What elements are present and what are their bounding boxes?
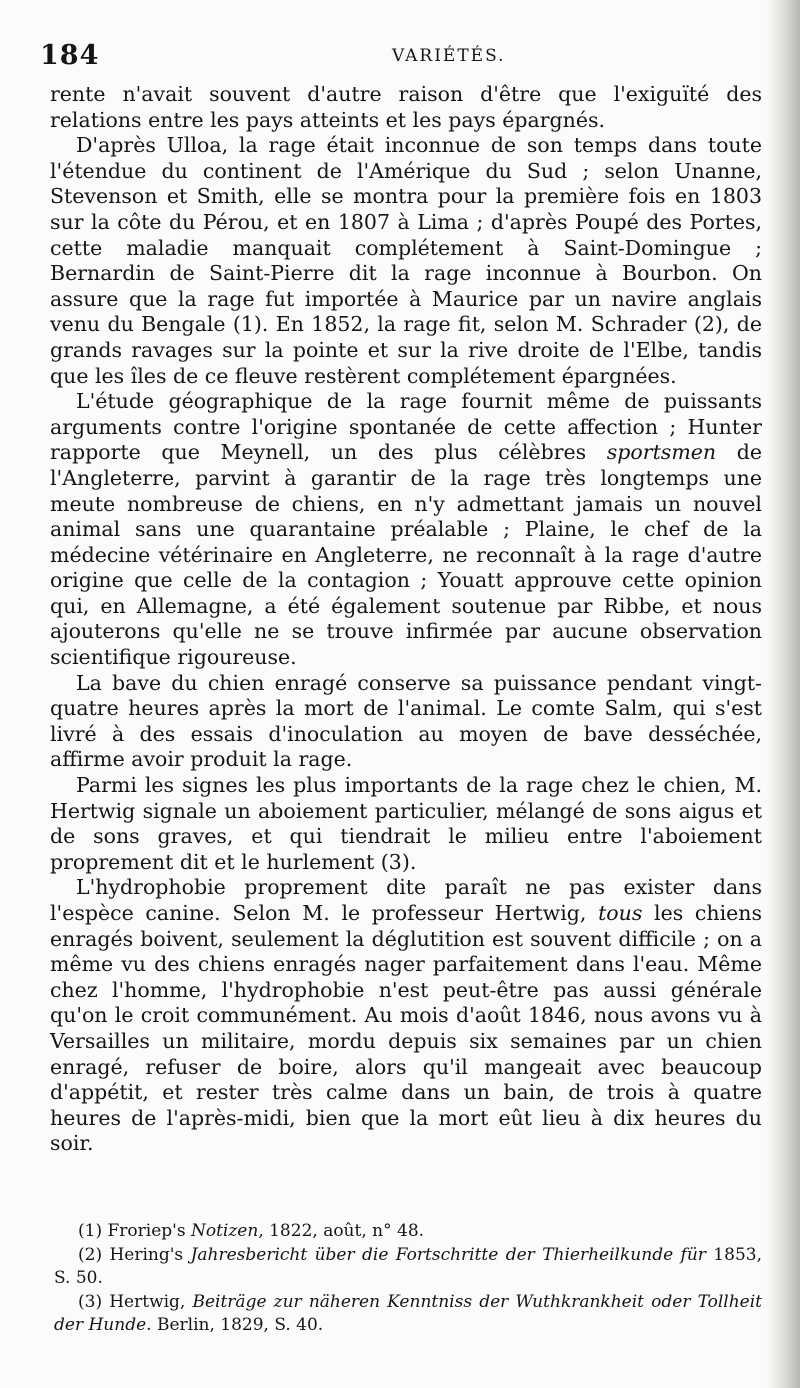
text-segment: L'étude géographique de la rage fournit même de puissants arguments contre l'origine spontanée de cette affection ; Hunter rapporte que Meynell, un des plus célèbres bbox=[50, 389, 762, 465]
text-segment: les chiens enragés boivent, seulement la déglutition est souvent difficile ; on a même vu des chiens enragés nager parfaitement dans l'eau. Même chez l'homme, l'hydrophobie n'est peut-être pas aussi générale qu'on le croit communément. Au mois d'août 1846, nous avons vu à Versailles un militaire, mordu depuis six semaines par un chien enragé, refuser de boire, alors qu'il mangeait avec beaucoup d'appétit, et rester très calme dans un bain, de trois à quatre heures de l'après-midi, bien que la mort eût lieu à dix heures du soir. bbox=[50, 901, 762, 1156]
italic-text: Beiträge zur näheren Kenntniss der Wuthkrankheit oder Tollheit der Hunde bbox=[54, 1291, 762, 1335]
paragraph bbox=[50, 389, 762, 671]
page-header bbox=[40, 40, 760, 72]
paragraph bbox=[50, 875, 762, 1157]
paragraph bbox=[50, 773, 762, 875]
text-segment: La bave du chien enragé conserve sa puissance pendant vingt-quatre heures après la mort de l'animal. Le comte Salm, qui s'est livré à des essais d'inoculation au moyen de bave desséchée, affirme avoir produit la rage. bbox=[50, 670, 762, 772]
paragraph bbox=[50, 671, 762, 773]
text-segment: , 1822, août, n° 48. bbox=[258, 1221, 425, 1241]
paragraph bbox=[50, 82, 762, 133]
running-title: VARIÉTÉS. bbox=[392, 46, 506, 66]
text-segment: rente n'avait souvent d'autre raison d'être que l'exiguïté des relations entre les pays atteints et les pays épargnés. bbox=[50, 82, 762, 132]
body-text bbox=[50, 82, 762, 1167]
text-segment: de l'Angleterre, parvint à garantir de la rage très longtemps une meute nombreuse de chiens, en n'y admettant jamais un nouvel animal sans une quarantaine préalable ; Plaine, le chef de la médecine vétérinaire en Angleterre, ne reconnaît à la rage d'autre origine que celle de la contagion ; Youatt approuve cette opinion qui, en Allemagne, a été également soutenue par Ribbe, et nous ajouterons qu'elle ne se trouve infirmée par aucune observation scientifique rigoureuse. bbox=[50, 440, 762, 670]
footnote bbox=[54, 1220, 762, 1244]
text-segment: D'après Ulloa, la rage était inconnue de son temps dans toute l'étendue du continent de l'Amérique du Sud ; selon Unanne, Stevenson et Smith, elle se montra pour la première fois en 1803 sur la côte du Pérou, et en 1807 à Lima ; d'après Poupé des Portes, cette maladie manquait complétement à Saint-Domingue ; Bernardin de Saint-Pierre dit la rage inconnue à Bourbon. On assure que la rage fut importée à Maurice par un navire anglais venu du Bengale (1). En 1852, la rage fit, selon M. Schrader (2), de grands ravages sur la pointe et sur la rive droite de l'Elbe, tandis que les îles de ce fleuve restèrent complétement épargnées. bbox=[50, 133, 762, 388]
italic-text: Notizen bbox=[190, 1221, 259, 1241]
footnotes bbox=[54, 1220, 762, 1338]
text-segment: (1) Froriep's bbox=[78, 1221, 191, 1241]
text-segment: L'hydrophobie proprement dite paraît ne pas exister dans l'espèce canine. Selon M. le professeur Hertwig, bbox=[50, 875, 762, 925]
page-number: 184 bbox=[40, 40, 100, 71]
italic-text: Jahresbericht über die Fortschritte der Thierheilkunde für bbox=[190, 1244, 706, 1265]
page-edge-shadow bbox=[766, 0, 800, 1388]
text-segment: Parmi les signes les plus importants de la rage chez le chien, M. Hertwig signale un aboiement particulier, mélangé de sons aigus et de sons graves, et qui tiendrait le milieu entre l'aboiement proprement dit et le hurlement (3). bbox=[50, 773, 762, 874]
text-segment: . Berlin, 1829, S. 40. bbox=[146, 1315, 324, 1335]
footnote bbox=[54, 1244, 762, 1291]
italic-text: sportsmen bbox=[606, 440, 717, 465]
italic-text: tous bbox=[598, 901, 643, 925]
text-segment: (3) Hertwig, bbox=[78, 1291, 193, 1312]
footnote bbox=[54, 1291, 762, 1338]
text-segment: 1853, S. 50. bbox=[54, 1244, 762, 1288]
text-segment: (2) Hering's bbox=[78, 1244, 191, 1265]
paragraph bbox=[50, 133, 762, 389]
